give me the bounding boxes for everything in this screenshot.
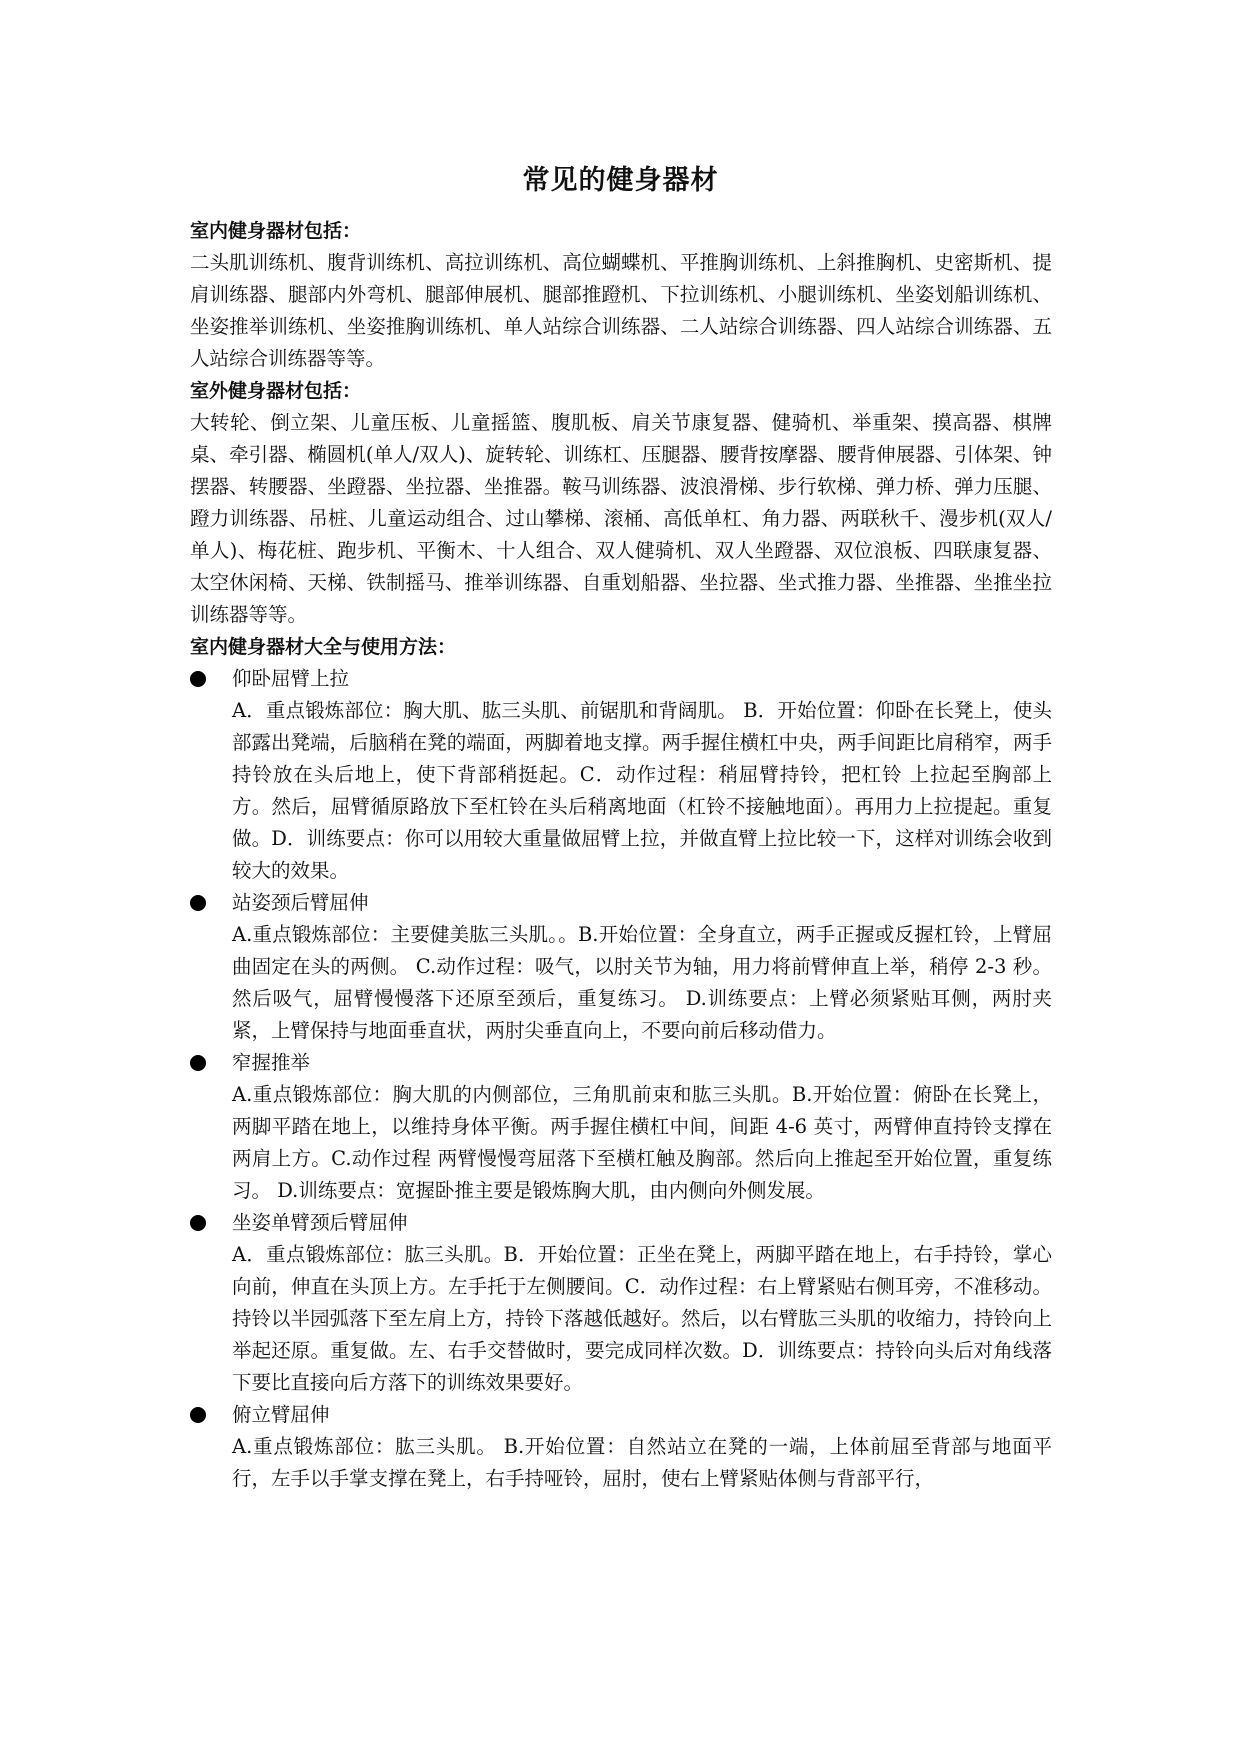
exercise-description: A．重点锻炼部位：肱三头肌。B．开始位置：正坐在凳上，两脚平踏在地上，右手持铃，掌心向前，伸直在头顶上方。左手托于左侧腰间。C．动作过程：右上臂紧贴右侧耳旁，不准移动。持铃以半园弧落下至左肩上方，持铃下落越低越好。然后，以右臂肱三头肌的收缩力，持铃向上举起还原。重复做。左、右手交替做时，要完成同样次数。D．训练要点：持铃向头后对角线落下要比直接向后方落下的训练效果要好。 [232, 1243, 1052, 1394]
exercise-description: A.重点锻炼部位：胸大肌的内侧部位，三角肌前束和肱三头肌。B.开始位置：俯卧在长凳上，两脚平踏在地上，以维持身体平衡。两手握住横杠中间，间距 4-6 英寸，两臂伸直持铃支撑在两肩上方。C.动作过程 两臂慢慢弯屈落下至横杠触及胸部。然后向上推起至开始位置，重复练习。 D.训练要点：宽握卧推主要是锻炼胸大肌，由内侧向外侧发展。 [232, 1083, 1052, 1202]
indoor-equipment-list: 二头肌训练机、腹背训练机、高拉训练机、高位蝴蝶机、平推胸训练机、上斜推胸机、史密斯机、提肩训练器、腿部内外弯机、腿部伸展机、腿部推蹬机、下拉训练机、小腿训练机、坐姿划船训练机、坐姿推举训练机、坐姿推胸训练机、单人站综合训练器、二人站综合训练器、四人站综合训练器、五人站综合训练器等等。 [190, 251, 1052, 370]
bullet-icon [190, 1055, 206, 1071]
exercise-description: A.重点锻炼部位：主要健美肱三头肌。。B.开始位置：全身直立，两手正握或反握杠铃，上臂屈曲固定在头的两侧。 C.动作过程：吸气，以肘关节为轴，用力将前臂伸直上举，稍停 2-3 秒。然后吸气，屈臂慢慢落下还原至颈后，重复练习。 D.训练要点：上臂必须紧贴耳侧，两肘夹紧，上臂保持与地面垂直状，两肘尖垂直向上，不要向前后移动借力。 [232, 923, 1052, 1042]
usage-methods-heading: 室内健身器材大全与使用方法： [190, 636, 457, 658]
bullet-icon [190, 1215, 206, 1231]
exercise-name: 站姿颈后臂屈伸 [232, 891, 369, 914]
bullet-icon [190, 895, 206, 911]
indoor-equipment-heading: 室内健身器材包括： [190, 220, 362, 242]
exercise-description: A．重点锻炼部位：胸大肌、肱三头肌、前锯肌和背阔肌。 B．开始位置：仰卧在长凳上，使头部露出凳端，后脑稍在凳的端面，两脚着地支撑。两手握住横杠中央，两手间距比肩稍窄，两手持铃放在头后地上，使下背部稍挺起。C．动作过程：稍屈臂持铃，把杠铃 上拉起至胸部上方。然后，屈臂循原路放下至杠铃在头后稍离地面（杠铃不接触地面）。再用力上拉提起。重复做。D．训练要点：你可以用较大重量做屈臂上拉，并做直臂上拉比较一下，这样对训练会收到较大的效果。 [232, 699, 1052, 882]
exercise-item [190, 1047, 1052, 1207]
exercise-item [190, 663, 1052, 887]
outdoor-equipment-list: 大转轮、倒立架、儿童压板、儿童摇篮、腹肌板、肩关节康复器、健骑机、举重架、摸高器、棋牌桌、牵引器、椭圆机(单人/双人)、旋转轮、训练杠、压腿器、腰背按摩器、腰背伸展器、引体架、钟摆器、转腰器、坐蹬器、坐拉器、坐推器。鞍马训练器、波浪滑梯、步行软梯、弹力桥、弹力压腿、蹬力训练器、吊桩、儿童运动组合、过山攀梯、滚桶、高低单杠、角力器、两联秋千、漫步机(双人/单人)、梅花桩、跑步机、平衡木、十人组合、双人健骑机、双人坐蹬器、双位浪板、四联康复器、太空休闲椅、天梯、铁制摇马、推举训练器、自重划船器、坐拉器、坐式推力器、坐推器、坐推坐拉训练器等等。 [190, 411, 1052, 626]
document-body [190, 215, 1052, 1495]
outdoor-equipment-heading: 室外健身器材包括： [190, 380, 362, 402]
page-title: 常见的健身器材 [522, 165, 719, 196]
exercise-item [190, 1207, 1052, 1399]
exercise-description: A.重点锻炼部位：肱三头肌。 B.开始位置：自然站立在凳的一端，上体前屈至背部与地面平行，左手以手掌支撑在凳上，右手持哑铃，屈肘，使右上臂紧贴体侧与背部平行， [232, 1435, 1052, 1490]
bullet-icon [190, 1407, 206, 1423]
exercise-name: 俯立臂屈伸 [232, 1403, 330, 1426]
exercise-item [190, 887, 1052, 1047]
exercise-name: 仰卧屈臂上拉 [232, 667, 350, 690]
exercise-name: 坐姿单臂颈后臂屈伸 [232, 1211, 408, 1234]
bullet-icon [190, 671, 206, 687]
exercise-item [190, 1399, 1052, 1495]
exercise-name: 窄握推举 [232, 1051, 311, 1074]
